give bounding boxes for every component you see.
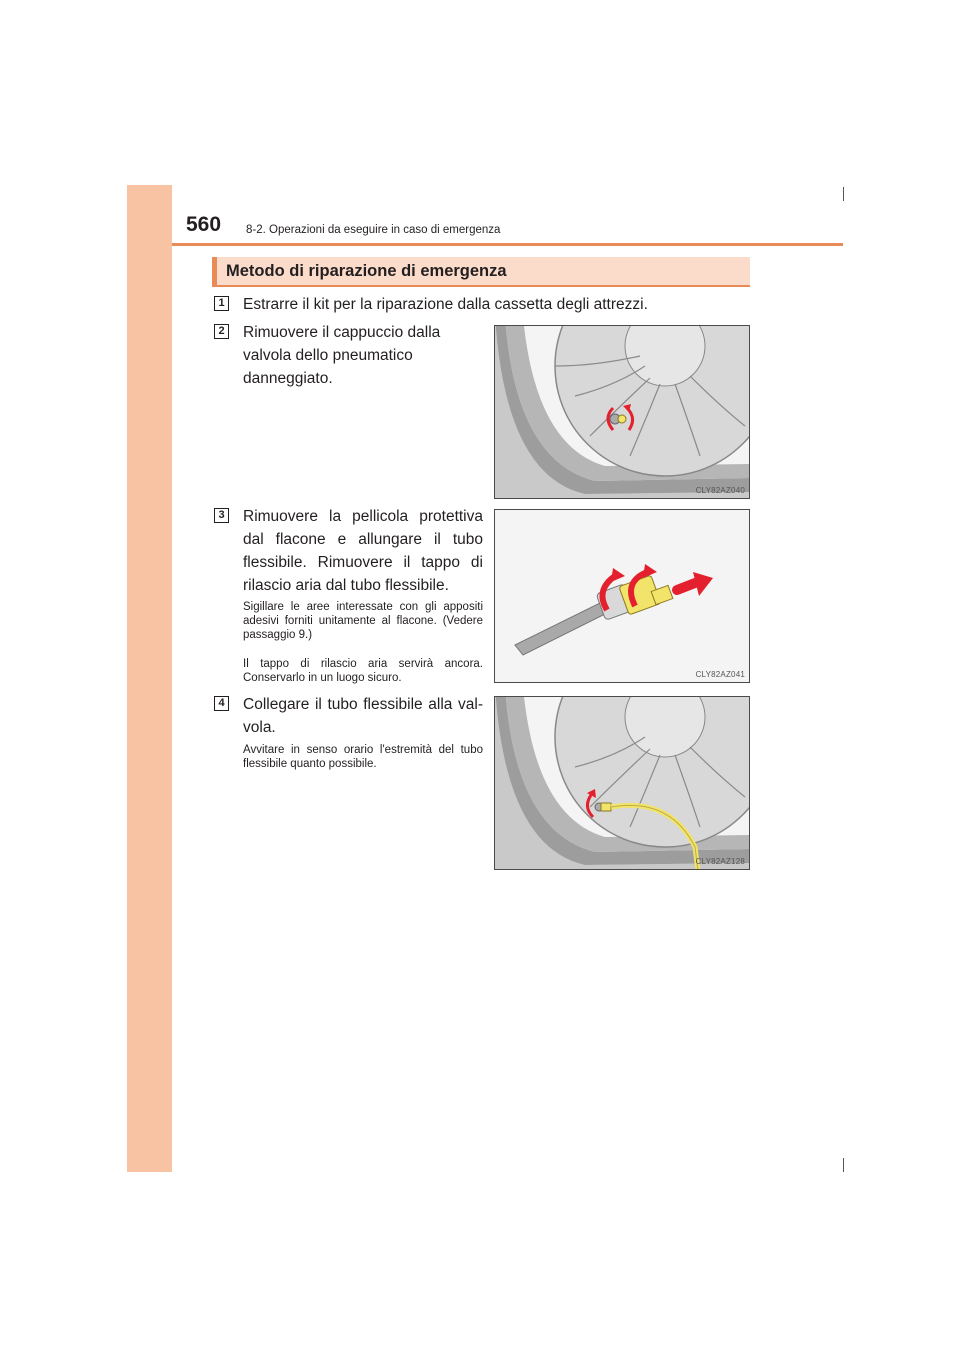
figure-hose-valve	[494, 696, 750, 870]
step-number-3: 3	[214, 508, 229, 523]
step-3-note-2: Il tappo di rilascio aria servirà ancora. Conservarlo in un luogo sicuro.	[243, 658, 483, 684]
page-number: 560	[186, 213, 222, 236]
step-number-2: 2	[214, 324, 229, 339]
step-4-text: Collegare il tubo flessibile alla val- vola.	[243, 696, 483, 736]
step-number-4: 4	[214, 696, 229, 711]
hose-cap-illustration	[495, 510, 750, 683]
hose-valve-illustration	[495, 697, 750, 870]
figure-code: CLY82AZ040	[695, 486, 745, 495]
figure-valve-cap	[494, 325, 750, 499]
crop-mark-top	[843, 187, 844, 201]
crop-mark-bottom	[843, 1158, 844, 1172]
step-4-note-1: Avvitare in senso orario l'estremità del tubo flessibile quanto possibile.	[243, 744, 483, 770]
section-heading	[212, 257, 750, 287]
step-2-text: Rimuovere il cappuccio dalla valvola dello pneumatico danneggiato.	[243, 324, 441, 387]
section-title: Metodo di riparazione di emergenza	[226, 262, 507, 280]
side-tab-band	[127, 185, 172, 1172]
step-3-note-1: Sigillare le aree interessate con gli appositi adesivi forniti unitamente al flacone. (Vedere passaggio 9.)	[243, 601, 483, 641]
section-accent-bar	[212, 257, 217, 285]
step-number-1: 1	[214, 296, 229, 311]
figure-code: CLY82AZ128	[695, 857, 745, 866]
step-3-text: Rimuovere la pellicola protettiva dal flacone e allungare il tubo flessibile. Rimuovere il tappo di rilascio aria dal tubo flessibile.	[243, 508, 483, 594]
step-1-text: Estrarre il kit per la riparazione dalla cassetta degli attrezzi.	[243, 296, 648, 313]
wheel-valve-illustration	[495, 326, 750, 499]
header-rule	[172, 243, 843, 246]
figure-code: CLY82AZ041	[695, 670, 745, 679]
chapter-title: 8-2. Operazioni da eseguire in caso di emergenza	[246, 224, 501, 236]
figure-hose-cap	[494, 509, 750, 683]
